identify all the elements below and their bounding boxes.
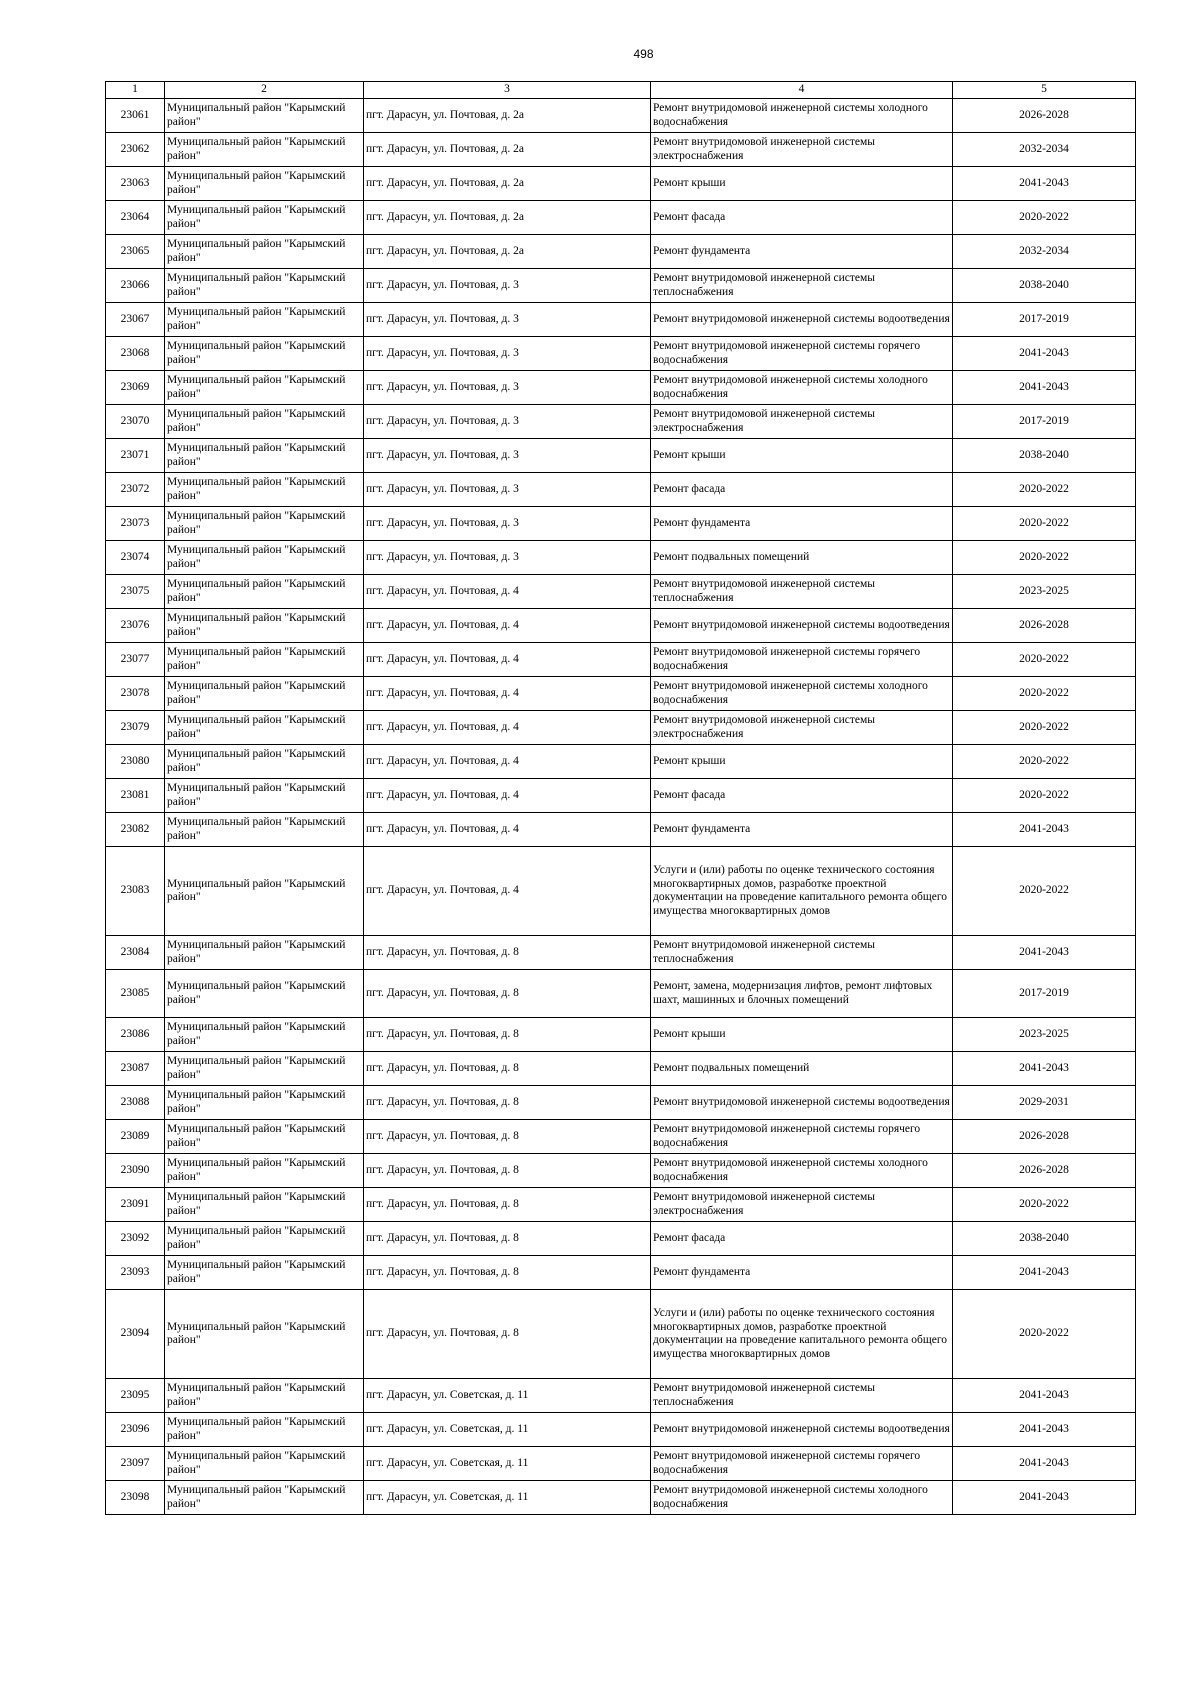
period-cell: 2029-2031 bbox=[953, 1086, 1136, 1120]
municipality-cell: Муниципальный район "Карымский район" bbox=[165, 847, 364, 936]
period-cell: 2020-2022 bbox=[953, 201, 1136, 235]
address-cell: пгт. Дарасун, ул. Почтовая, д. 8 bbox=[364, 1052, 651, 1086]
row-number: 23077 bbox=[106, 643, 165, 677]
municipality-cell: Муниципальный район "Карымский район" bbox=[165, 1052, 364, 1086]
table-row bbox=[106, 1222, 1136, 1256]
municipality-cell: Муниципальный район "Карымский район" bbox=[165, 201, 364, 235]
period-cell: 2017-2019 bbox=[953, 303, 1136, 337]
row-number: 23064 bbox=[106, 201, 165, 235]
municipality-cell: Муниципальный район "Карымский район" bbox=[165, 745, 364, 779]
work-type-cell: Ремонт фасада bbox=[651, 473, 953, 507]
address-cell: пгт. Дарасун, ул. Советская, д. 11 bbox=[364, 1413, 651, 1447]
row-number: 23092 bbox=[106, 1222, 165, 1256]
period-cell: 2038-2040 bbox=[953, 439, 1136, 473]
address-cell: пгт. Дарасун, ул. Почтовая, д. 4 bbox=[364, 847, 651, 936]
address-cell: пгт. Дарасун, ул. Почтовая, д. 2а bbox=[364, 167, 651, 201]
period-cell: 2020-2022 bbox=[953, 541, 1136, 575]
municipality-cell: Муниципальный район "Карымский район" bbox=[165, 167, 364, 201]
row-number: 23066 bbox=[106, 269, 165, 303]
period-cell: 2041-2043 bbox=[953, 167, 1136, 201]
table-row bbox=[106, 711, 1136, 745]
row-number: 23067 bbox=[106, 303, 165, 337]
municipality-cell: Муниципальный район "Карымский район" bbox=[165, 1222, 364, 1256]
municipality-cell: Муниципальный район "Карымский район" bbox=[165, 235, 364, 269]
work-type-cell: Ремонт фундамента bbox=[651, 235, 953, 269]
address-cell: пгт. Дарасун, ул. Почтовая, д. 4 bbox=[364, 575, 651, 609]
address-cell: пгт. Дарасун, ул. Почтовая, д. 8 bbox=[364, 1018, 651, 1052]
work-type-cell: Ремонт внутридомовой инженерной системы горячего водоснабжения bbox=[651, 1120, 953, 1154]
work-type-cell: Ремонт внутридомовой инженерной системы холодного водоснабжения bbox=[651, 99, 953, 133]
column-header: 4 bbox=[651, 82, 953, 99]
address-cell: пгт. Дарасун, ул. Почтовая, д. 4 bbox=[364, 677, 651, 711]
work-type-cell: Ремонт внутридомовой инженерной системы холодного водоснабжения bbox=[651, 371, 953, 405]
work-type-cell: Ремонт внутридомовой инженерной системы горячего водоснабжения bbox=[651, 643, 953, 677]
row-number: 23098 bbox=[106, 1481, 165, 1515]
work-type-cell: Ремонт фундамента bbox=[651, 507, 953, 541]
table-body bbox=[106, 99, 1136, 1515]
municipality-cell: Муниципальный район "Карымский район" bbox=[165, 970, 364, 1018]
municipality-cell: Муниципальный район "Карымский район" bbox=[165, 541, 364, 575]
address-cell: пгт. Дарасун, ул. Почтовая, д. 4 bbox=[364, 711, 651, 745]
row-number: 23063 bbox=[106, 167, 165, 201]
period-cell: 2026-2028 bbox=[953, 1154, 1136, 1188]
table-row bbox=[106, 235, 1136, 269]
work-type-cell: Ремонт внутридомовой инженерной системы электроснабжения bbox=[651, 1188, 953, 1222]
address-cell: пгт. Дарасун, ул. Почтовая, д. 3 bbox=[364, 371, 651, 405]
table-row bbox=[106, 745, 1136, 779]
row-number: 23065 bbox=[106, 235, 165, 269]
municipality-cell: Муниципальный район "Карымский район" bbox=[165, 936, 364, 970]
work-type-cell: Ремонт внутридомовой инженерной системы теплоснабжения bbox=[651, 936, 953, 970]
table-row bbox=[106, 337, 1136, 371]
table-row bbox=[106, 575, 1136, 609]
period-cell: 2020-2022 bbox=[953, 711, 1136, 745]
address-cell: пгт. Дарасун, ул. Почтовая, д. 3 bbox=[364, 269, 651, 303]
row-number: 23083 bbox=[106, 847, 165, 936]
work-type-cell: Ремонт внутридомовой инженерной системы теплоснабжения bbox=[651, 269, 953, 303]
municipality-cell: Муниципальный район "Карымский район" bbox=[165, 1188, 364, 1222]
table-row bbox=[106, 99, 1136, 133]
address-cell: пгт. Дарасун, ул. Почтовая, д. 8 bbox=[364, 1222, 651, 1256]
row-number: 23071 bbox=[106, 439, 165, 473]
table-row bbox=[106, 779, 1136, 813]
period-cell: 2041-2043 bbox=[953, 936, 1136, 970]
work-type-cell: Ремонт внутридомовой инженерной системы теплоснабжения bbox=[651, 1379, 953, 1413]
row-number: 23076 bbox=[106, 609, 165, 643]
municipality-cell: Муниципальный район "Карымский район" bbox=[165, 1481, 364, 1515]
table-row bbox=[106, 371, 1136, 405]
row-number: 23095 bbox=[106, 1379, 165, 1413]
row-number: 23086 bbox=[106, 1018, 165, 1052]
table-row bbox=[106, 1413, 1136, 1447]
address-cell: пгт. Дарасун, ул. Почтовая, д. 8 bbox=[364, 1290, 651, 1379]
address-cell: пгт. Дарасун, ул. Советская, д. 11 bbox=[364, 1379, 651, 1413]
period-cell: 2020-2022 bbox=[953, 507, 1136, 541]
address-cell: пгт. Дарасун, ул. Почтовая, д. 3 bbox=[364, 507, 651, 541]
work-type-cell: Услуги и (или) работы по оценке технического состояния многоквартирных домов, разработке проектной документации на проведение капитального ремонта общего имущества многоквартирных домов bbox=[651, 1290, 953, 1379]
table-row bbox=[106, 1018, 1136, 1052]
row-number: 23091 bbox=[106, 1188, 165, 1222]
address-cell: пгт. Дарасун, ул. Почтовая, д. 2а bbox=[364, 99, 651, 133]
column-header: 3 bbox=[364, 82, 651, 99]
municipality-cell: Муниципальный район "Карымский район" bbox=[165, 575, 364, 609]
work-type-cell: Ремонт крыши bbox=[651, 1018, 953, 1052]
row-number: 23084 bbox=[106, 936, 165, 970]
municipality-cell: Муниципальный район "Карымский район" bbox=[165, 1154, 364, 1188]
work-type-cell: Ремонт внутридомовой инженерной системы водоотведения bbox=[651, 1086, 953, 1120]
repair-schedule-table bbox=[105, 81, 1136, 1515]
work-type-cell: Ремонт внутридомовой инженерной системы водоотведения bbox=[651, 609, 953, 643]
municipality-cell: Муниципальный район "Карымский район" bbox=[165, 1447, 364, 1481]
period-cell: 2017-2019 bbox=[953, 970, 1136, 1018]
address-cell: пгт. Дарасун, ул. Почтовая, д. 8 bbox=[364, 1188, 651, 1222]
work-type-cell: Ремонт внутридомовой инженерной системы горячего водоснабжения bbox=[651, 1447, 953, 1481]
row-number: 23070 bbox=[106, 405, 165, 439]
municipality-cell: Муниципальный район "Карымский район" bbox=[165, 99, 364, 133]
row-number: 23072 bbox=[106, 473, 165, 507]
address-cell: пгт. Дарасун, ул. Почтовая, д. 8 bbox=[364, 1120, 651, 1154]
municipality-cell: Муниципальный район "Карымский район" bbox=[165, 337, 364, 371]
period-cell: 2032-2034 bbox=[953, 235, 1136, 269]
work-type-cell: Ремонт внутридомовой инженерной системы водоотведения bbox=[651, 1413, 953, 1447]
table-row bbox=[106, 1481, 1136, 1515]
table-row bbox=[106, 1154, 1136, 1188]
municipality-cell: Муниципальный район "Карымский район" bbox=[165, 609, 364, 643]
municipality-cell: Муниципальный район "Карымский район" bbox=[165, 677, 364, 711]
table-row bbox=[106, 1290, 1136, 1379]
row-number: 23096 bbox=[106, 1413, 165, 1447]
table-row bbox=[106, 201, 1136, 235]
table-row bbox=[106, 1256, 1136, 1290]
address-cell: пгт. Дарасун, ул. Почтовая, д. 3 bbox=[364, 303, 651, 337]
column-header: 1 bbox=[106, 82, 165, 99]
work-type-cell: Ремонт внутридомовой инженерной системы холодного водоснабжения bbox=[651, 1481, 953, 1515]
municipality-cell: Муниципальный район "Карымский район" bbox=[165, 1379, 364, 1413]
period-cell: 2020-2022 bbox=[953, 745, 1136, 779]
municipality-cell: Муниципальный район "Карымский район" bbox=[165, 1256, 364, 1290]
table-row bbox=[106, 1188, 1136, 1222]
table-row bbox=[106, 1086, 1136, 1120]
municipality-cell: Муниципальный район "Карымский район" bbox=[165, 643, 364, 677]
work-type-cell: Ремонт внутридомовой инженерной системы электроснабжения bbox=[651, 711, 953, 745]
work-type-cell: Ремонт внутридомовой инженерной системы холодного водоснабжения bbox=[651, 677, 953, 711]
row-number: 23094 bbox=[106, 1290, 165, 1379]
period-cell: 2041-2043 bbox=[953, 1256, 1136, 1290]
address-cell: пгт. Дарасун, ул. Почтовая, д. 3 bbox=[364, 337, 651, 371]
period-cell: 2020-2022 bbox=[953, 847, 1136, 936]
work-type-cell: Ремонт фасада bbox=[651, 779, 953, 813]
municipality-cell: Муниципальный район "Карымский район" bbox=[165, 371, 364, 405]
row-number: 23069 bbox=[106, 371, 165, 405]
table-row bbox=[106, 677, 1136, 711]
row-number: 23088 bbox=[106, 1086, 165, 1120]
period-cell: 2020-2022 bbox=[953, 473, 1136, 507]
row-number: 23073 bbox=[106, 507, 165, 541]
row-number: 23079 bbox=[106, 711, 165, 745]
table-row bbox=[106, 507, 1136, 541]
column-header: 5 bbox=[953, 82, 1136, 99]
address-cell: пгт. Дарасун, ул. Почтовая, д. 2а bbox=[364, 133, 651, 167]
address-cell: пгт. Дарасун, ул. Почтовая, д. 3 bbox=[364, 541, 651, 575]
address-cell: пгт. Дарасун, ул. Советская, д. 11 bbox=[364, 1447, 651, 1481]
table-row bbox=[106, 1447, 1136, 1481]
period-cell: 2038-2040 bbox=[953, 269, 1136, 303]
period-cell: 2023-2025 bbox=[953, 575, 1136, 609]
table-row bbox=[106, 1120, 1136, 1154]
municipality-cell: Муниципальный район "Карымский район" bbox=[165, 133, 364, 167]
address-cell: пгт. Дарасун, ул. Почтовая, д. 4 bbox=[364, 779, 651, 813]
period-cell: 2041-2043 bbox=[953, 371, 1136, 405]
row-number: 23062 bbox=[106, 133, 165, 167]
work-type-cell: Услуги и (или) работы по оценке технического состояния многоквартирных домов, разработке проектной документации на проведение капитального ремонта общего имущества многоквартирных домов bbox=[651, 847, 953, 936]
period-cell: 2026-2028 bbox=[953, 1120, 1136, 1154]
address-cell: пгт. Дарасун, ул. Советская, д. 11 bbox=[364, 1481, 651, 1515]
work-type-cell: Ремонт подвальных помещений bbox=[651, 541, 953, 575]
work-type-cell: Ремонт фасада bbox=[651, 1222, 953, 1256]
period-cell: 2017-2019 bbox=[953, 405, 1136, 439]
work-type-cell: Ремонт фундамента bbox=[651, 813, 953, 847]
period-cell: 2038-2040 bbox=[953, 1222, 1136, 1256]
period-cell: 2041-2043 bbox=[953, 1413, 1136, 1447]
period-cell: 2020-2022 bbox=[953, 1290, 1136, 1379]
work-type-cell: Ремонт внутридомовой инженерной системы теплоснабжения bbox=[651, 575, 953, 609]
municipality-cell: Муниципальный район "Карымский район" bbox=[165, 303, 364, 337]
period-cell: 2041-2043 bbox=[953, 1481, 1136, 1515]
table-row bbox=[106, 1052, 1136, 1086]
municipality-cell: Муниципальный район "Карымский район" bbox=[165, 711, 364, 745]
row-number: 23080 bbox=[106, 745, 165, 779]
table-row bbox=[106, 1379, 1136, 1413]
table-row bbox=[106, 541, 1136, 575]
municipality-cell: Муниципальный район "Карымский район" bbox=[165, 1290, 364, 1379]
period-cell: 2020-2022 bbox=[953, 643, 1136, 677]
address-cell: пгт. Дарасун, ул. Почтовая, д. 4 bbox=[364, 609, 651, 643]
period-cell: 2041-2043 bbox=[953, 1052, 1136, 1086]
work-type-cell: Ремонт фасада bbox=[651, 201, 953, 235]
work-type-cell: Ремонт внутридомовой инженерной системы электроснабжения bbox=[651, 405, 953, 439]
address-cell: пгт. Дарасун, ул. Почтовая, д. 3 bbox=[364, 473, 651, 507]
row-number: 23087 bbox=[106, 1052, 165, 1086]
period-cell: 2032-2034 bbox=[953, 133, 1136, 167]
row-number: 23061 bbox=[106, 99, 165, 133]
municipality-cell: Муниципальный район "Карымский район" bbox=[165, 813, 364, 847]
address-cell: пгт. Дарасун, ул. Почтовая, д. 4 bbox=[364, 643, 651, 677]
row-number: 23090 bbox=[106, 1154, 165, 1188]
municipality-cell: Муниципальный район "Карымский район" bbox=[165, 1086, 364, 1120]
address-cell: пгт. Дарасун, ул. Почтовая, д. 8 bbox=[364, 1256, 651, 1290]
period-cell: 2020-2022 bbox=[953, 677, 1136, 711]
table-header-row bbox=[106, 82, 1136, 99]
municipality-cell: Муниципальный район "Карымский район" bbox=[165, 405, 364, 439]
row-number: 23081 bbox=[106, 779, 165, 813]
column-header: 2 bbox=[165, 82, 364, 99]
address-cell: пгт. Дарасун, ул. Почтовая, д. 3 bbox=[364, 439, 651, 473]
table-row bbox=[106, 936, 1136, 970]
work-type-cell: Ремонт крыши bbox=[651, 745, 953, 779]
work-type-cell: Ремонт крыши bbox=[651, 167, 953, 201]
table-row bbox=[106, 643, 1136, 677]
table-row bbox=[106, 269, 1136, 303]
table-row bbox=[106, 303, 1136, 337]
municipality-cell: Муниципальный район "Карымский район" bbox=[165, 779, 364, 813]
work-type-cell: Ремонт внутридомовой инженерной системы горячего водоснабжения bbox=[651, 337, 953, 371]
period-cell: 2020-2022 bbox=[953, 779, 1136, 813]
period-cell: 2041-2043 bbox=[953, 337, 1136, 371]
municipality-cell: Муниципальный район "Карымский район" bbox=[165, 1413, 364, 1447]
municipality-cell: Муниципальный район "Карымский район" bbox=[165, 1120, 364, 1154]
period-cell: 2020-2022 bbox=[953, 1188, 1136, 1222]
period-cell: 2041-2043 bbox=[953, 1379, 1136, 1413]
row-number: 23078 bbox=[106, 677, 165, 711]
work-type-cell: Ремонт, замена, модернизация лифтов, ремонт лифтовых шахт, машинных и блочных помещений bbox=[651, 970, 953, 1018]
row-number: 23093 bbox=[106, 1256, 165, 1290]
period-cell: 2023-2025 bbox=[953, 1018, 1136, 1052]
row-number: 23097 bbox=[106, 1447, 165, 1481]
work-type-cell: Ремонт внутридомовой инженерной системы водоотведения bbox=[651, 303, 953, 337]
table-row bbox=[106, 405, 1136, 439]
address-cell: пгт. Дарасун, ул. Почтовая, д. 8 bbox=[364, 970, 651, 1018]
row-number: 23068 bbox=[106, 337, 165, 371]
table-row bbox=[106, 609, 1136, 643]
work-type-cell: Ремонт внутридомовой инженерной системы электроснабжения bbox=[651, 133, 953, 167]
table-row bbox=[106, 167, 1136, 201]
period-cell: 2026-2028 bbox=[953, 609, 1136, 643]
address-cell: пгт. Дарасун, ул. Почтовая, д. 8 bbox=[364, 1086, 651, 1120]
work-type-cell: Ремонт подвальных помещений bbox=[651, 1052, 953, 1086]
row-number: 23089 bbox=[106, 1120, 165, 1154]
table-row bbox=[106, 970, 1136, 1018]
row-number: 23082 bbox=[106, 813, 165, 847]
address-cell: пгт. Дарасун, ул. Почтовая, д. 4 bbox=[364, 813, 651, 847]
municipality-cell: Муниципальный район "Карымский район" bbox=[165, 507, 364, 541]
page-number: 498 bbox=[633, 47, 654, 61]
row-number: 23085 bbox=[106, 970, 165, 1018]
row-number: 23074 bbox=[106, 541, 165, 575]
work-type-cell: Ремонт фундамента bbox=[651, 1256, 953, 1290]
municipality-cell: Муниципальный район "Карымский район" bbox=[165, 473, 364, 507]
work-type-cell: Ремонт внутридомовой инженерной системы холодного водоснабжения bbox=[651, 1154, 953, 1188]
table-row bbox=[106, 847, 1136, 936]
address-cell: пгт. Дарасун, ул. Почтовая, д. 4 bbox=[364, 745, 651, 779]
period-cell: 2041-2043 bbox=[953, 813, 1136, 847]
address-cell: пгт. Дарасун, ул. Почтовая, д. 2а bbox=[364, 201, 651, 235]
municipality-cell: Муниципальный район "Карымский район" bbox=[165, 269, 364, 303]
municipality-cell: Муниципальный район "Карымский район" bbox=[165, 439, 364, 473]
table-row bbox=[106, 133, 1136, 167]
address-cell: пгт. Дарасун, ул. Почтовая, д. 8 bbox=[364, 1154, 651, 1188]
address-cell: пгт. Дарасун, ул. Почтовая, д. 8 bbox=[364, 936, 651, 970]
address-cell: пгт. Дарасун, ул. Почтовая, д. 3 bbox=[364, 405, 651, 439]
row-number: 23075 bbox=[106, 575, 165, 609]
work-type-cell: Ремонт крыши bbox=[651, 439, 953, 473]
period-cell: 2026-2028 bbox=[953, 99, 1136, 133]
table-row bbox=[106, 439, 1136, 473]
period-cell: 2041-2043 bbox=[953, 1447, 1136, 1481]
address-cell: пгт. Дарасун, ул. Почтовая, д. 2а bbox=[364, 235, 651, 269]
table-row bbox=[106, 813, 1136, 847]
municipality-cell: Муниципальный район "Карымский район" bbox=[165, 1018, 364, 1052]
table-row bbox=[106, 473, 1136, 507]
